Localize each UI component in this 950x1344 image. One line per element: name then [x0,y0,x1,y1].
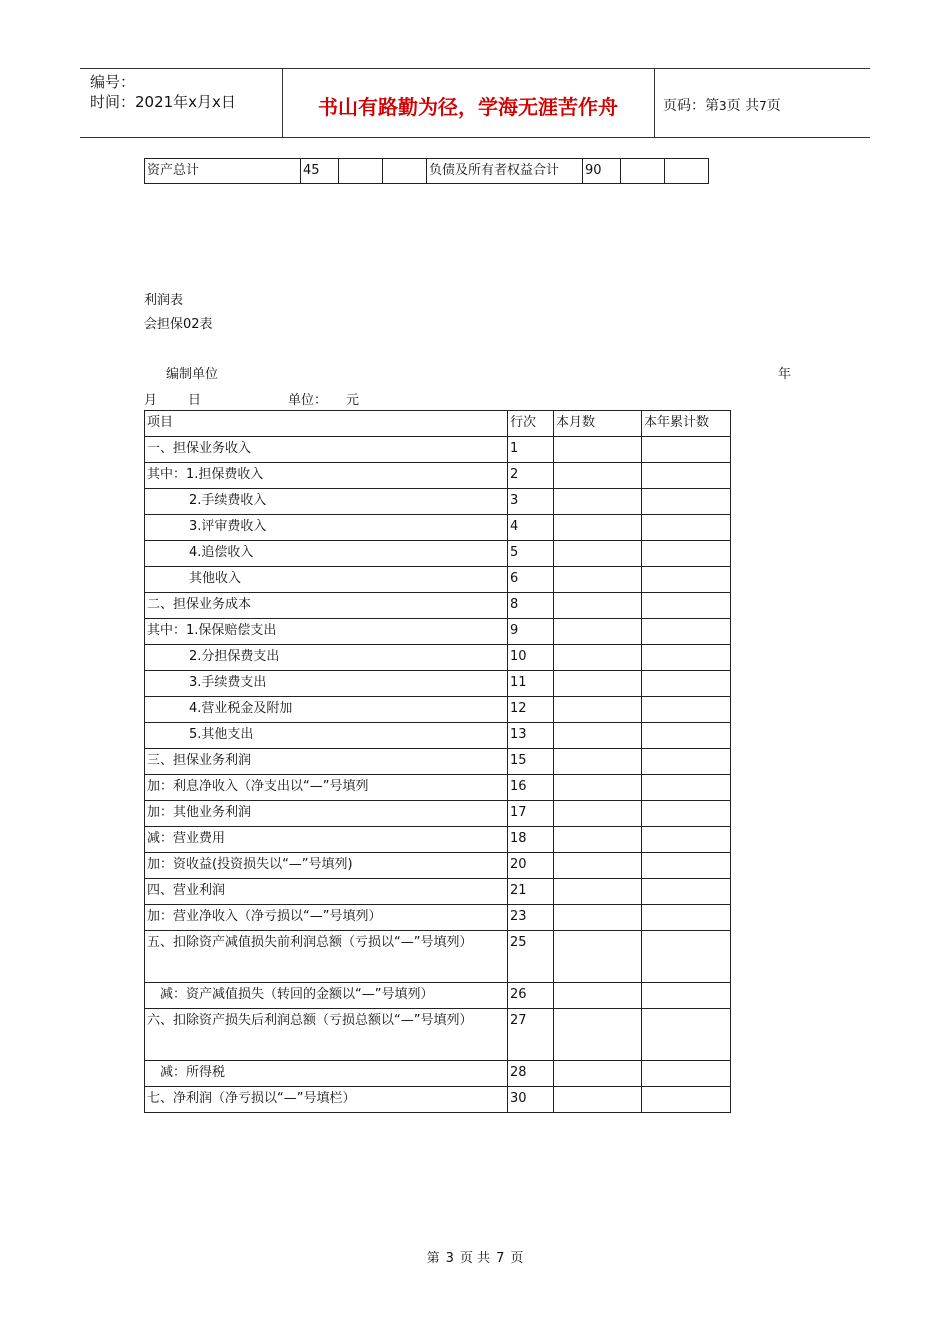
row-line: 6 [508,567,554,593]
row-ytd-value [642,671,731,697]
row-month-value [554,593,642,619]
row-item: 三、担保业务利润 [145,749,508,775]
page-current: 3 [719,99,727,113]
row-item: 一、担保业务收入 [145,437,508,463]
row-line: 13 [508,723,554,749]
page-footer [0,1247,950,1266]
row-ytd-value [642,541,731,567]
row-item: 加：其他业务利润 [145,801,508,827]
row-ytd-value [642,775,731,801]
currency-label: 单位： [288,393,328,408]
month-label: 月 [144,393,158,408]
row-ytd-value [642,463,731,489]
page-prefix: 页码：第 [663,98,719,114]
row-line: 8 [508,593,554,619]
row-ytd-value [642,853,731,879]
row-item: 3.手续费支出 [145,671,508,697]
page-header [80,68,870,138]
row-month-value [554,879,642,905]
row-item: 减：所得税 [145,1061,508,1087]
row-month-value [554,1061,642,1087]
liabilities-total-label: 负债及所有者权益合计 [427,159,583,184]
motto: 书山有路勤为径，学海无涯苦作舟 [318,95,618,119]
row-ytd-value [642,567,731,593]
row-item: 五、扣除资产减值损失前利润总额（亏损以“—”号填列） [145,931,508,983]
row-line: 25 [508,931,554,983]
row-item: 七、净利润（净亏损以“—”号填栏） [145,1087,508,1113]
row-ytd-value [642,619,731,645]
row-month-value [554,905,642,931]
row-month-value [554,775,642,801]
row-ytd-value [642,593,731,619]
row-month-value [554,931,642,983]
row-line: 11 [508,671,554,697]
currency: 元 [346,393,360,408]
assets-total-line: 45 [301,159,339,184]
row-item: 其中：1.保保赔偿支出 [145,619,508,645]
balance-totals-table [144,158,709,184]
column-header-item: 项目 [145,411,508,437]
row-line: 3 [508,489,554,515]
table-row [145,827,731,853]
row-month-value [554,853,642,879]
row-month-value [554,489,642,515]
empty-cell [665,159,709,184]
row-ytd-value [642,489,731,515]
row-ytd-value [642,827,731,853]
row-item: 4.追偿收入 [145,541,508,567]
page-mid: 页 共 [726,98,760,114]
row-line: 30 [508,1087,554,1113]
row-month-value [554,515,642,541]
row-line: 23 [508,905,554,931]
row-month-value [554,671,642,697]
column-header-ytd: 本年累计数 [642,411,731,437]
row-ytd-value [642,905,731,931]
row-month-value [554,463,642,489]
day-label: 日 [188,393,202,408]
header-meta-cell [80,69,283,137]
footer-prefix: 第 [426,1251,440,1266]
row-line: 20 [508,853,554,879]
table-row [145,489,731,515]
row-month-value [554,983,642,1009]
document-code-label: 编号： [90,73,136,91]
footer-suffix: 页 [510,1251,524,1266]
table-row [145,775,731,801]
row-month-value [554,1087,642,1113]
row-month-value [554,437,642,463]
year-label: 年 [778,367,792,382]
row-ytd-value [642,1009,731,1061]
row-item: 4.营业税金及附加 [145,697,508,723]
empty-cell [383,159,427,184]
table-row [145,749,731,775]
row-item: 2.分担保费支出 [145,645,508,671]
row-ytd-value [642,983,731,1009]
table-row [145,723,731,749]
table-row [145,879,731,905]
row-item: 其他收入 [145,567,508,593]
table-row [145,463,731,489]
row-line: 10 [508,645,554,671]
document-date: 时间：2021年x月x日 [90,93,236,111]
header-page-cell [655,69,870,137]
row-month-value [554,749,642,775]
row-ytd-value [642,1061,731,1087]
row-line: 26 [508,983,554,1009]
row-ytd-value [642,1087,731,1113]
page-suffix: 页 [766,98,781,114]
row-month-value [554,619,642,645]
header-motto-cell [282,69,655,137]
footer-mid: 页 共 [459,1251,491,1266]
table-row [145,931,731,983]
unit-label: 编制单位 [166,367,219,382]
row-line: 17 [508,801,554,827]
report-title: 利润表 [144,293,184,308]
table-row [145,671,731,697]
table-row [145,1087,731,1113]
table-row [145,567,731,593]
row-item: 四、营业利润 [145,879,508,905]
row-ytd-value [642,437,731,463]
footer-current: 3 [445,1251,454,1266]
row-item: 二、担保业务成本 [145,593,508,619]
row-ytd-value [642,879,731,905]
row-month-value [554,723,642,749]
empty-cell [339,159,383,184]
row-item: 2.手续费收入 [145,489,508,515]
row-line: 5 [508,541,554,567]
row-item: 3.评审费收入 [145,515,508,541]
row-item: 六、扣除资产损失后利润总额（亏损总额以“—”号填列） [145,1009,508,1061]
row-month-value [554,827,642,853]
liabilities-total-line: 90 [583,159,621,184]
row-ytd-value [642,645,731,671]
income-statement-body [145,411,731,1113]
row-line: 28 [508,1061,554,1087]
row-line: 18 [508,827,554,853]
row-line: 2 [508,463,554,489]
table-row [145,853,731,879]
assets-total-label: 资产总计 [145,159,301,184]
footer-total: 7 [496,1251,505,1266]
row-line: 12 [508,697,554,723]
page-total: 7 [759,99,767,113]
row-item: 5.其他支出 [145,723,508,749]
row-ytd-value [642,723,731,749]
table-row [145,697,731,723]
table-row [145,645,731,671]
empty-cell [621,159,665,184]
table-row [145,593,731,619]
totals-row [145,159,709,184]
row-ytd-value [642,749,731,775]
row-line: 4 [508,515,554,541]
table-row [145,515,731,541]
row-month-value [554,541,642,567]
table-row [145,1009,731,1061]
row-month-value [554,645,642,671]
page-indicator [663,95,781,115]
row-month-value [554,1009,642,1061]
row-line: 16 [508,775,554,801]
row-line: 9 [508,619,554,645]
table-row [145,541,731,567]
row-ytd-value [642,697,731,723]
form-code: 会担保02表 [144,317,213,332]
table-row [145,437,731,463]
table-row [145,983,731,1009]
row-item: 加：资收益(投资损失以“—”号填列) [145,853,508,879]
row-ytd-value [642,515,731,541]
row-month-value [554,801,642,827]
row-item: 加：利息净收入（净支出以“—”号填列 [145,775,508,801]
row-ytd-value [642,801,731,827]
row-line: 1 [508,437,554,463]
row-line: 21 [508,879,554,905]
income-statement-table [144,410,731,1113]
row-month-value [554,697,642,723]
row-item: 加：营业净收入（净亏损以“—”号填列） [145,905,508,931]
table-header-row [145,411,731,437]
table-row [145,619,731,645]
row-ytd-value [642,931,731,983]
table-row [145,905,731,931]
column-header-line: 行次 [508,411,554,437]
row-line: 27 [508,1009,554,1061]
table-row [145,1061,731,1087]
row-item: 减：资产减值损失（转回的金额以“—”号填列） [145,983,508,1009]
row-item: 减：营业费用 [145,827,508,853]
row-month-value [554,567,642,593]
row-item: 其中：1.担保费收入 [145,463,508,489]
table-row [145,801,731,827]
row-line: 15 [508,749,554,775]
column-header-month: 本月数 [554,411,642,437]
